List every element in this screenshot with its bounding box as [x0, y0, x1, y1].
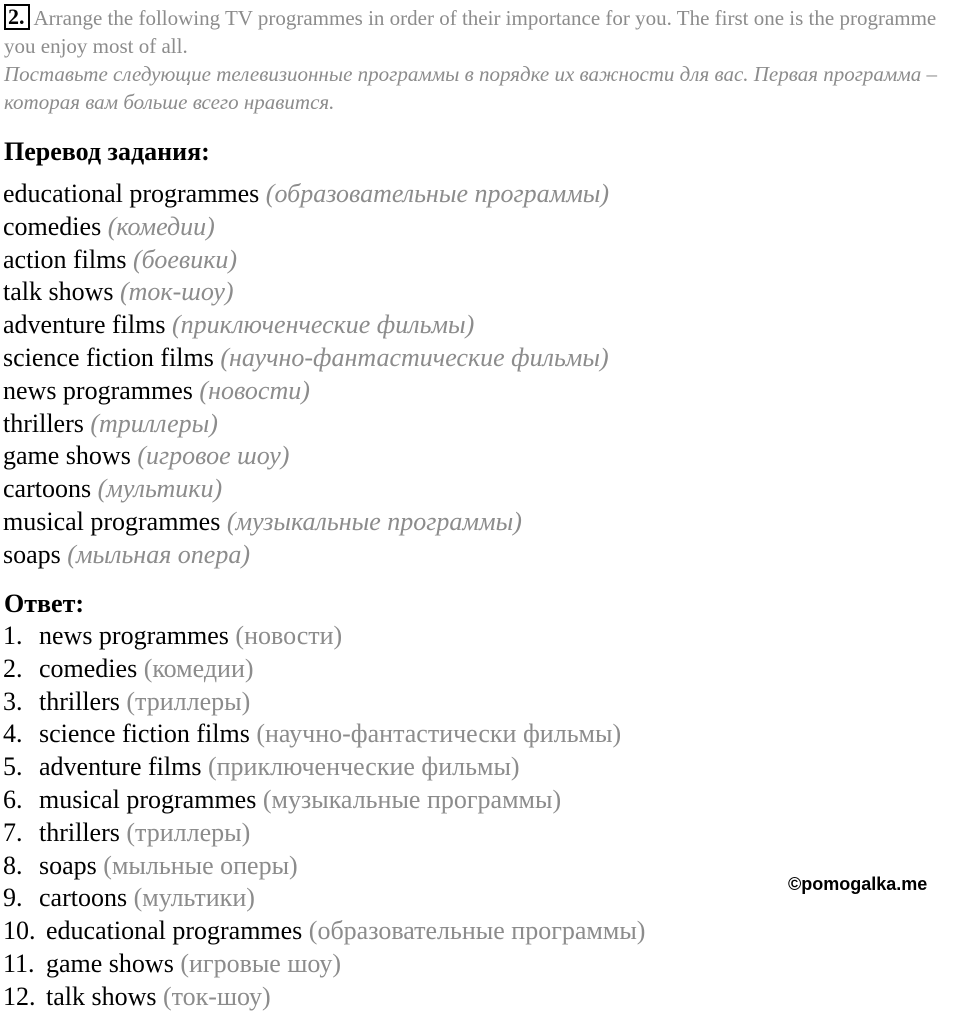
list-item: [3, 506, 609, 539]
item-en: adventure films: [3, 310, 166, 340]
item-ru: (мультики): [133, 883, 255, 913]
task-text-ru: Поставьте следующие телевизионные программы в порядке их важности для вас. Первая программа – которая вам больше всего нравится.: [4, 62, 937, 114]
list-item: [3, 686, 645, 719]
item-number: 12.: [3, 981, 36, 1011]
translation-list: [3, 178, 609, 572]
item-ru: (комедии): [107, 211, 215, 241]
item-ru: (мыльные оперы): [103, 850, 298, 880]
item-number: 4.: [3, 719, 23, 749]
list-item: [3, 882, 645, 915]
item-en: educational programmes: [3, 179, 260, 208]
item-ru: (новости): [235, 621, 343, 650]
list-item: [3, 817, 645, 850]
item-ru: (игровые шоу): [180, 948, 342, 978]
item-number: 11.: [3, 948, 35, 978]
item-en: adventure films: [39, 752, 202, 782]
item-ru: (научно-фантастические фильмы): [220, 342, 609, 372]
answer-heading: Ответ:: [4, 589, 85, 618]
item-en: comedies: [39, 653, 138, 683]
item-en: musical programmes: [3, 506, 221, 536]
item-en: soaps: [39, 850, 97, 880]
list-item: [3, 751, 645, 784]
list-item: [3, 718, 645, 751]
list-item: [3, 850, 645, 883]
item-number: 2.: [3, 653, 23, 683]
watermark: ©pomogalka.me: [788, 874, 928, 894]
item-number: 1.: [3, 621, 23, 650]
item-en: comedies: [3, 211, 102, 241]
item-ru: (образовательные программы): [265, 179, 610, 208]
task-number-badge: 2.: [4, 4, 30, 30]
list-item: [3, 309, 609, 342]
list-item: [3, 342, 609, 375]
item-ru: (мультики): [97, 474, 223, 504]
list-item: [3, 539, 609, 572]
item-number: 3.: [3, 686, 23, 716]
item-ru: (боевики): [132, 244, 238, 274]
item-en: educational programmes: [46, 916, 303, 946]
translation-heading: Перевод задания:: [4, 137, 210, 166]
list-item: [3, 440, 609, 473]
item-number: 9.: [3, 883, 23, 913]
item-number: 7.: [3, 817, 23, 847]
item-ru: (триллеры): [90, 408, 218, 438]
item-ru: (научно-фантастически фильмы): [256, 719, 622, 749]
item-en: game shows: [3, 441, 131, 471]
task-text-en: Arrange the following TV programmes in order of their importance for you. The first one is the programme you enjoy most of all.: [4, 6, 937, 58]
list-item: [3, 276, 609, 309]
item-en: soaps: [3, 539, 61, 569]
item-ru: (музыкальные программы): [262, 784, 562, 814]
item-en: news programmes: [39, 621, 229, 650]
list-item: [3, 981, 645, 1014]
item-ru: (мыльная опера): [67, 539, 250, 569]
item-en: talk shows: [46, 981, 157, 1011]
item-number: 5.: [3, 752, 23, 782]
item-en: thrillers: [3, 408, 84, 438]
list-item: [3, 784, 645, 817]
item-ru: (музыкальные программы): [226, 506, 522, 536]
item-ru: (новости): [199, 375, 310, 405]
task-statement: [4, 4, 956, 116]
item-en: talk shows: [3, 277, 114, 307]
list-item: [3, 653, 645, 686]
list-item: [3, 178, 609, 211]
item-number: 6.: [3, 784, 23, 814]
item-ru: (триллеры): [126, 817, 251, 847]
list-item: [3, 211, 609, 244]
item-ru: (комедии): [143, 653, 254, 683]
list-item: [3, 915, 645, 948]
item-ru: (приключенческие фильмы): [171, 310, 475, 340]
list-item: [3, 375, 609, 408]
item-ru: (ток-шоу): [120, 277, 234, 307]
item-en: action films: [3, 244, 127, 274]
list-item: [3, 620, 645, 653]
item-en: science fiction films: [3, 342, 214, 372]
item-en: science fiction films: [39, 719, 250, 749]
item-en: news programmes: [3, 375, 193, 405]
list-item: [3, 244, 609, 277]
item-en: thrillers: [39, 686, 120, 716]
item-en: cartoons: [3, 474, 92, 504]
item-ru: (образовательные программы): [308, 916, 646, 946]
answer-list: [3, 620, 645, 1014]
list-item: [3, 473, 609, 506]
item-number: 10.: [3, 916, 36, 946]
item-en: game shows: [46, 948, 174, 978]
item-number: 8.: [3, 850, 23, 880]
item-en: thrillers: [39, 817, 120, 847]
item-en: cartoons: [39, 883, 128, 913]
item-en: musical programmes: [39, 784, 257, 814]
item-ru: (ток-шоу): [163, 981, 271, 1011]
list-item: [3, 948, 645, 981]
list-item: [3, 408, 609, 441]
item-ru: (триллеры): [126, 686, 251, 716]
item-ru: (игровое шоу): [137, 441, 290, 471]
item-ru: (приключенческие фильмы): [207, 752, 520, 782]
